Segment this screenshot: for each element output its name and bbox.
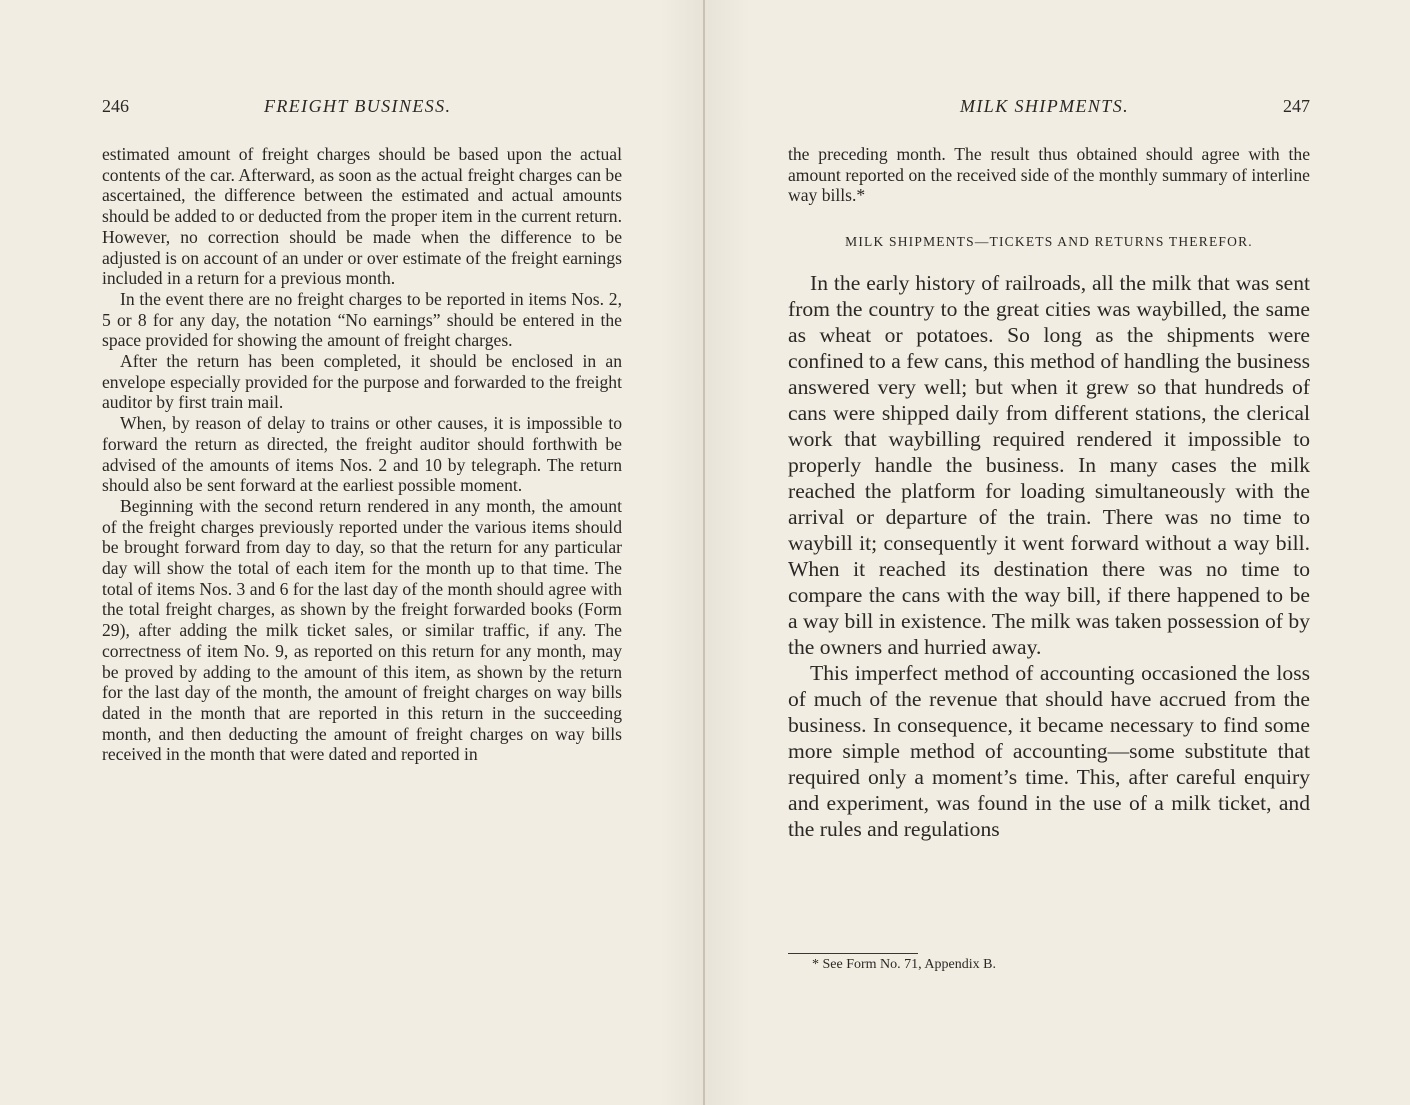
left-paragraph-5: Beginning with the second return rendered in any month, the amount of the freight charges previously reported under the various items should be brought forward from day to day, so that the return for any particular day will show the total of each item for the month up to that time. The total of items Nos. 3 and 6 for the last day of the month should agree with the total freight charges, as shown by the freight forwarded books (Form 29), after adding the milk ticket sales, or similar traffic, if any. The correctness of item No. 9, as reported on this return for any month, may be proved by adding to the amount of this item, as shown by the return for the last day of the month, the amount of freight charges on way bills dated in the month that are reported in this return in the succeeding month, and then deducting the amount of freight charges on way bills received in the month that were dated and reported in [102,495,622,765]
gutter-shadow-left [660,0,703,1105]
footnote: * See Form No. 71, Appendix B. [812,957,996,972]
footnote-rule [788,953,918,954]
right-continued-paragraph: the preceding month. The result thus obtained should agree with the amount reported on the received side of the monthly summary of interline way bills.* [788,144,1310,206]
left-page-number: 246 [102,96,129,116]
left-running-title: FREIGHT BUSINESS. [264,96,452,116]
right-continued-text [788,144,1310,206]
gutter-shadow-right [705,0,750,1105]
left-paragraph-1: estimated amount of freight charges should be based upon the actual contents of the car. Afterward, as soon as the actual freight charges can be ascertained, the difference between the estimated and actual amounts should be added to or deducted from the proper item in the current return. However, no correction should be made when the difference to be adjusted is on account of an under or over estimate of the freight earnings included in a return for a previous month. [102,144,622,289]
left-body-text [102,144,622,765]
section-heading: MILK SHIPMENTS—TICKETS AND RETURNS THEREFOR. [845,234,1253,249]
right-running-title: MILK SHIPMENTS. [960,96,1129,116]
right-paragraph-1: In the early history of railroads, all the milk that was sent from the country to the great cities was waybilled, the same as wheat or potatoes. So long as the shipments were confined to a few cans, this method of handling the business answered very well; but when it grew so that hundreds of cans were shipped daily from different stations, the clerical work that waybilling required rendered it impossible to properly handle the business. In many cases the milk reached the platform for loading simultaneously with the arrival or departure of the train. There was no time to waybill it; consequently it went forward without a way bill. When it reached its destination there was no time to compare the cans with the way bill, if there happened to be a way bill in existence. The milk was taken possession of by the owners and hurried away. [788,271,1310,659]
right-body-text [788,270,1310,842]
left-paragraph-3: After the return has been completed, it should be enclosed in an envelope especially provided for the purpose and forwarded to the freight auditor by first train mail. [102,351,622,413]
left-paragraph-2: In the event there are no freight charges to be reported in items Nos. 2, 5 or 8 for any day, the notation “No earnings” should be entered in the space provided for showing the amount of freight charges. [102,288,622,351]
left-running-head [102,96,622,120]
right-running-head [788,96,1310,120]
left-paragraph-4: When, by reason of delay to trains or other causes, it is impossible to forward the return as directed, the freight auditor should forthwith be advised of the amounts of items Nos. 2 and 10 by telegraph. The return should also be sent forward at the earliest possible moment. [102,413,622,496]
right-paragraph-2: This imperfect method of accounting occasioned the loss of much of the revenue that should have accrued from the business. In consequence, it became necessary to find some more simple method of accounting—some substitute that required only a moment’s time. This, after careful enquiry and experiment, was found in the use of a milk ticket, and the rules and regulations [788,661,1310,841]
book-gutter [703,0,705,1105]
right-page-number: 247 [1283,96,1310,116]
